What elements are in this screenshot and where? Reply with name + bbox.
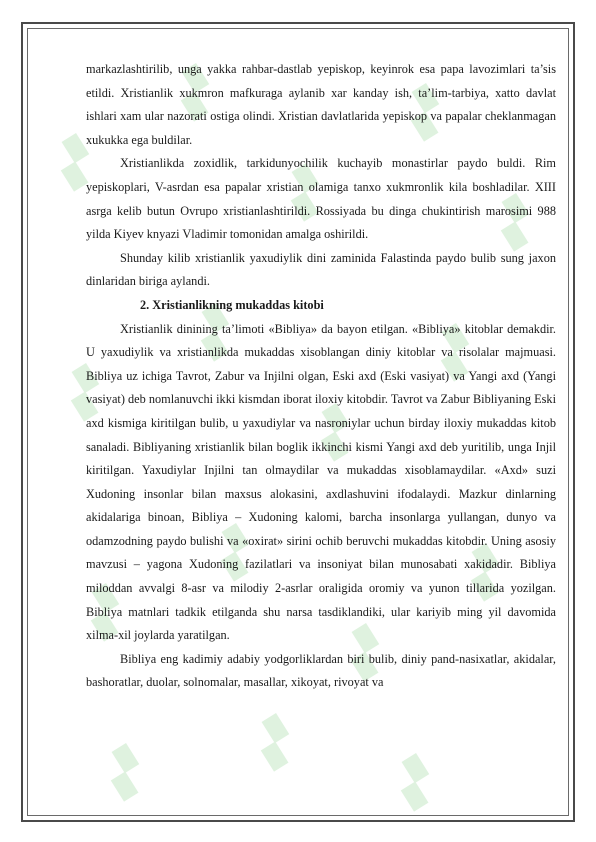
paragraph-continuation: markazlashtirilib, unga yakka rahbar-dastlab yepiskop, keyinrok esa papa lavozimlari ta’sis etildi. Xristianlik xukmron mafkuraga aylanib xar kanday ish, ta’lim-tarbiya, xatto davlat ishlari xam ular nazorati ostiga olindi. Xristian davlatlarida yepiskop va papalar cheklanmagan xukukka ega buldilar. [86, 62, 556, 147]
watermark-mark: ▞ [210, 526, 261, 580]
watermark-mark: ▞ [60, 366, 111, 420]
paragraph-bible: Xristianlik dinining ta’limoti «Bibliya» da bayon etilgan. «Bibliya» kitoblar demakdir. U yaxudiylik va xristianlikda mukaddas xisoblangan diniy kitoblar va risolalar majmuasi. Bibliya uz ichiga Tavrot, Zabur va Injilni olgan, Eski axd (Eski vasiyat) va Yangi axd (Yangi vasiyat) deb nomlanuvchi ikki kismdan iborat iloxiy kitobdir. Tavrot va Zabur Bibliyaning Eski axd kismiga kiritilgan bulib, u yaxudiylar va nasroniylar uchun birday iloxiy mukaddas kitob sanaladi. Bibliyaning xristianlik bilan boglik ikkinchi kismi Yangi axd deb yuritilib, unga Injil kiritilgan. Yaxudiylar Injilni tan olmaydilar va mukaddas xisoblamaydilar. «Axd» suzi Xudoning insonlar bilan maxsus alokasini, axdlashuvini ifodalaydi. Mazkur dinlarning akidalariga binoan, Bibliya – Xudoning kalomi, barcha insonlarga yullangan, dunyo va odamzodning paydo bulishi va «oxirat» sirini ochib beruvchi mukaddas kitobdir. Uning asosiy mavzusi – yagona Xudoning fazilatlari va insoniyat bilan munosabati xakidadir. Bibliya miloddan avvalgi 8-asr va milodiy 2-asrlar oraligida oromiy va yunon tillarida yozilgan. Bibliya matnlari tadkik etilganda shu narsa tasdiklandiki, ular kariyib ming yil davomida xilma-xil joylarda yaratilgan. [86, 321, 556, 643]
watermark-mark: ▞ [80, 586, 131, 640]
watermark-mark: ▞ [460, 546, 511, 600]
watermark-mark: ▞ [490, 196, 541, 250]
paragraph-conclusion: Shunday kilib xristianlik yaxudiylik dini zaminida Falastinda paydo bulib sung jaxon dinlaridan biriga aylandi. [86, 250, 556, 289]
watermark-mark: ▞ [50, 136, 101, 190]
watermark-mark: ▞ [310, 406, 361, 460]
watermark-mark: ▞ [280, 166, 331, 220]
section-heading: 2. Xristianlikning mukaddas kitobi [140, 297, 324, 312]
watermark-mark: ▞ [250, 716, 301, 770]
paragraph-asceticism: Xristianlikda zoxidlik, tarkidunyochilik kuchayib monastirlar paydo buldi. Rim yepiskoplari, V-asrdan esa papalar xristian olamiga tanxo xukmronlik kila boshladilar. XIII asrga kelib butun Ovrupo xristianlashtirildi. Rossiyada bu dinga chukintirish marosimi 988 yilda Kiyev knyazi Vladimir tomonidan amalga oshirildi. [86, 156, 556, 242]
watermark-mark: ▞ [340, 626, 391, 680]
watermark-mark: ▞ [400, 86, 451, 140]
watermark-mark: ▞ [190, 306, 241, 360]
document-body [86, 58, 556, 695]
watermark-mark: ▞ [100, 746, 151, 800]
watermark-mark: ▞ [170, 66, 221, 120]
paragraph-bible-literary: Bibliya eng kadimiy adabiy yodgorliklardan biri bulib, diniy pand-nasixatlar, akidalar, bashoratlar, duolar, solnomalar, masallar, xikoyat, rivoyat va [86, 651, 556, 690]
watermark-mark: ▞ [390, 756, 441, 810]
watermark-mark: ▞ [430, 326, 481, 380]
